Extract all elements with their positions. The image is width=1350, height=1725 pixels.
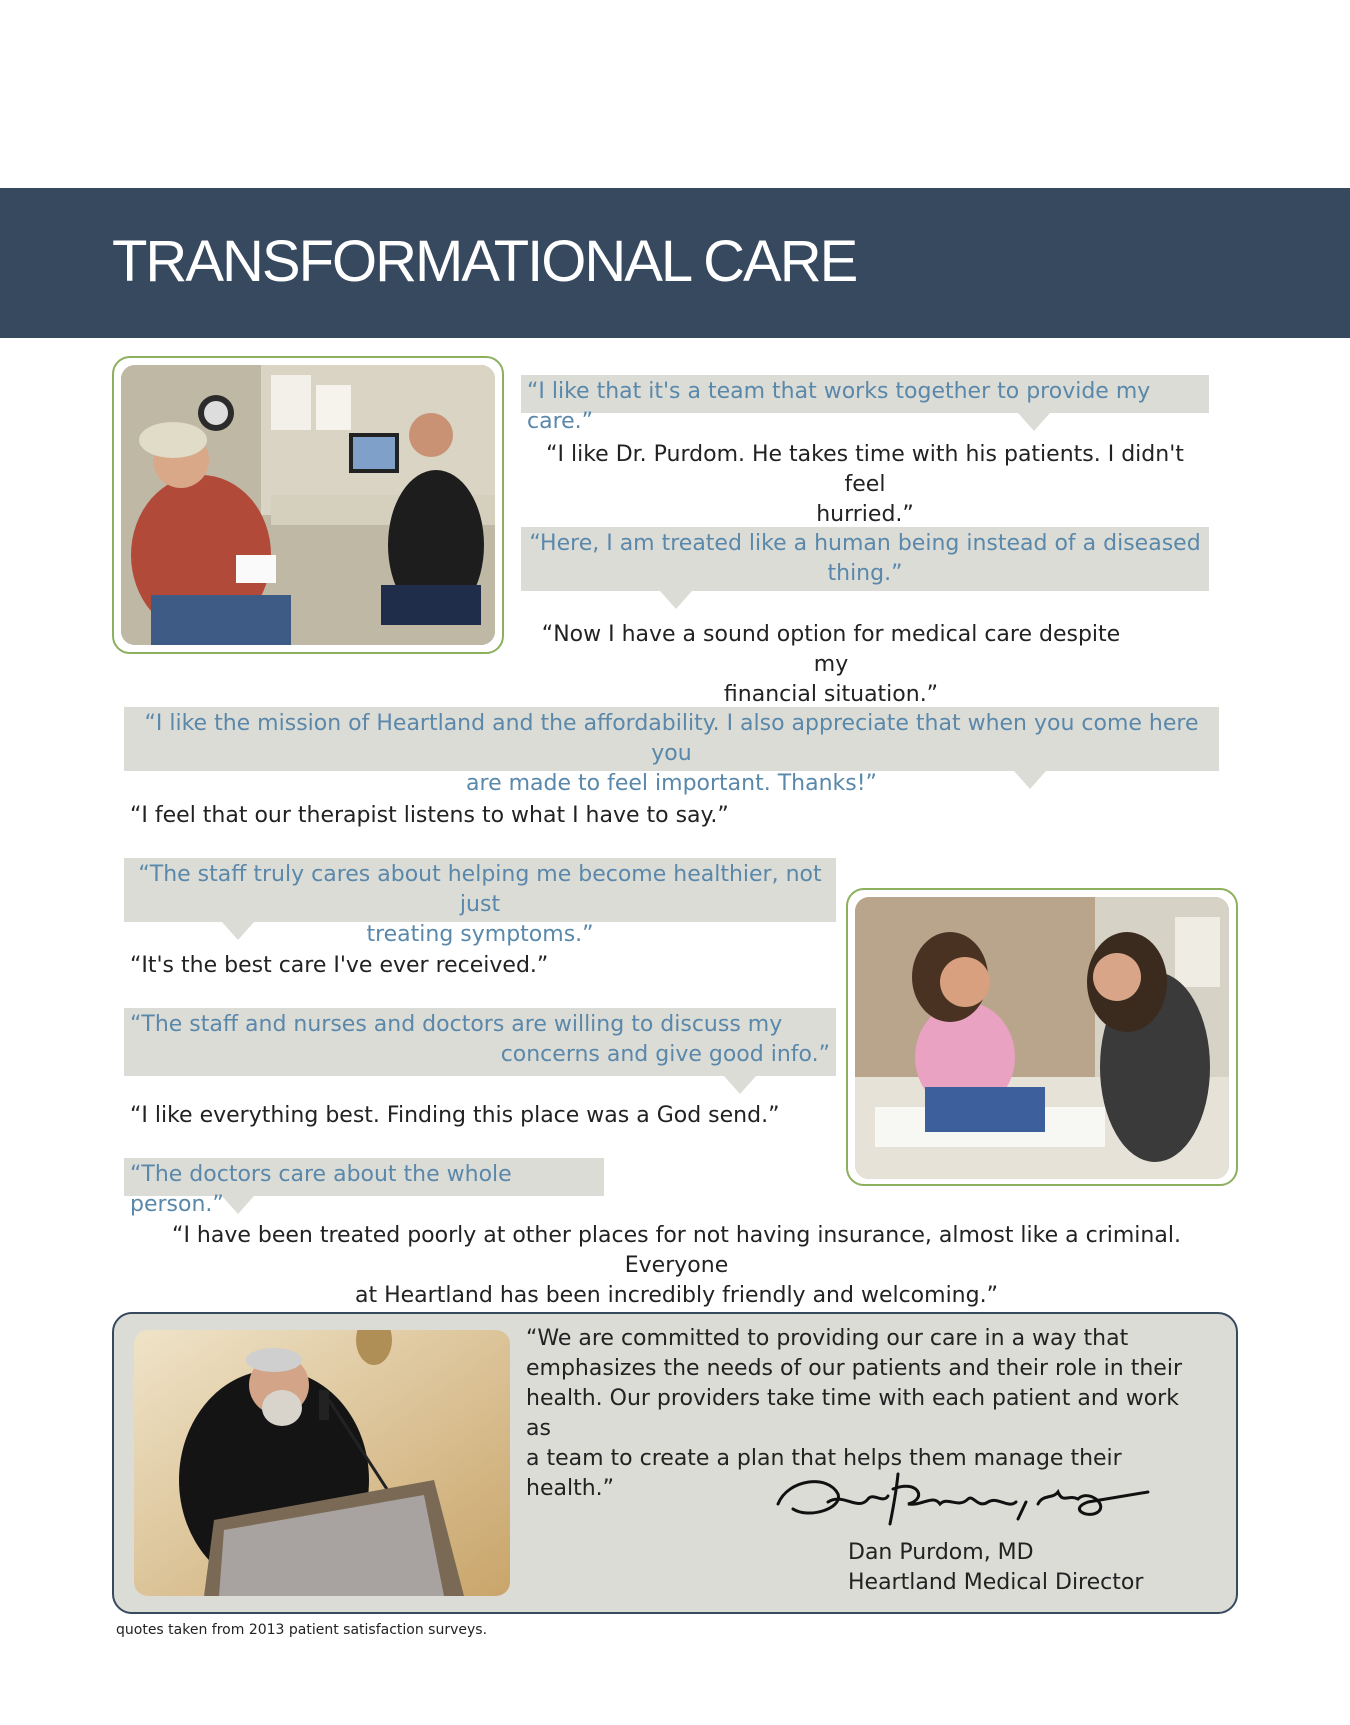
director-signature — [768, 1464, 1158, 1534]
quote-mission: “I like the mission of Heartland and the affordability. I also appreciate that when you come here you are made to feel important. Thanks!” — [124, 707, 1219, 771]
photo-frame-patient-doctor — [112, 356, 504, 654]
photo-child-exam — [855, 897, 1229, 1179]
quote-best-care: “It's the best care I've ever received.” — [130, 953, 549, 978]
speech-tail — [660, 591, 692, 609]
director-name-block — [848, 1538, 1143, 1598]
photo-patient-with-doctor — [121, 365, 495, 645]
quote-team-care: “I like that it's a team that works together to provide my care.” — [521, 375, 1209, 413]
photo-director-speaking — [134, 1330, 510, 1596]
director-statement — [112, 1312, 1238, 1614]
speech-tail — [724, 1076, 756, 1094]
director-title: Heartland Medical Director — [848, 1570, 1144, 1595]
quote-therapist: “I feel that our therapist listens to what I have to say.” — [130, 803, 729, 828]
page-title: TRANSFORMATIONAL CARE — [112, 229, 857, 294]
speech-tail — [222, 922, 254, 940]
patient-doctor-illustration — [121, 365, 495, 645]
director-illustration — [134, 1330, 510, 1596]
speech-tail — [222, 1196, 254, 1214]
footnote: quotes taken from 2013 patient satisfaction surveys. — [116, 1622, 488, 1638]
quote-god-send: “I like everything best. Finding this place was a God send.” — [130, 1103, 780, 1128]
child-exam-illustration — [855, 897, 1229, 1179]
quote-insurance: “I have been treated poorly at other places for not having insurance, almost like a criminal. Everyone at Heartland has been incredibly friendly and welcoming.” — [172, 1223, 1181, 1308]
quote-sound-option: “Now I have a sound option for medical care despite my financial situation.” — [541, 622, 1121, 707]
quote-staff-cares: “The staff truly cares about helping me become healthier, not just treating symptoms.” — [124, 858, 836, 922]
photo-frame-child-exam — [846, 888, 1238, 1186]
title-banner — [0, 188, 1350, 338]
quote-human-being: “Here, I am treated like a human being instead of a diseased thing.” — [521, 527, 1209, 591]
director-name: Dan Purdom, MD — [848, 1540, 1034, 1565]
quote-discuss-concerns: “The staff and nurses and doctors are willing to discuss my concerns and give good info.” — [124, 1008, 836, 1076]
quote-whole-person: “The doctors care about the whole person.” — [124, 1158, 604, 1196]
director-quote: “We are committed to providing our care in a way that emphasizes the needs of our patients and their role in their health. Our providers take time with each patient and work as a team to create a plan that helps them manage their health.” — [526, 1326, 1182, 1501]
quote-dr-purdom: “I like Dr. Purdom. He takes time with his patients. I didn't feel hurried.” — [546, 442, 1184, 527]
speech-tail — [1018, 413, 1050, 431]
signature-illustration — [768, 1464, 1158, 1534]
speech-tail — [1014, 771, 1046, 789]
